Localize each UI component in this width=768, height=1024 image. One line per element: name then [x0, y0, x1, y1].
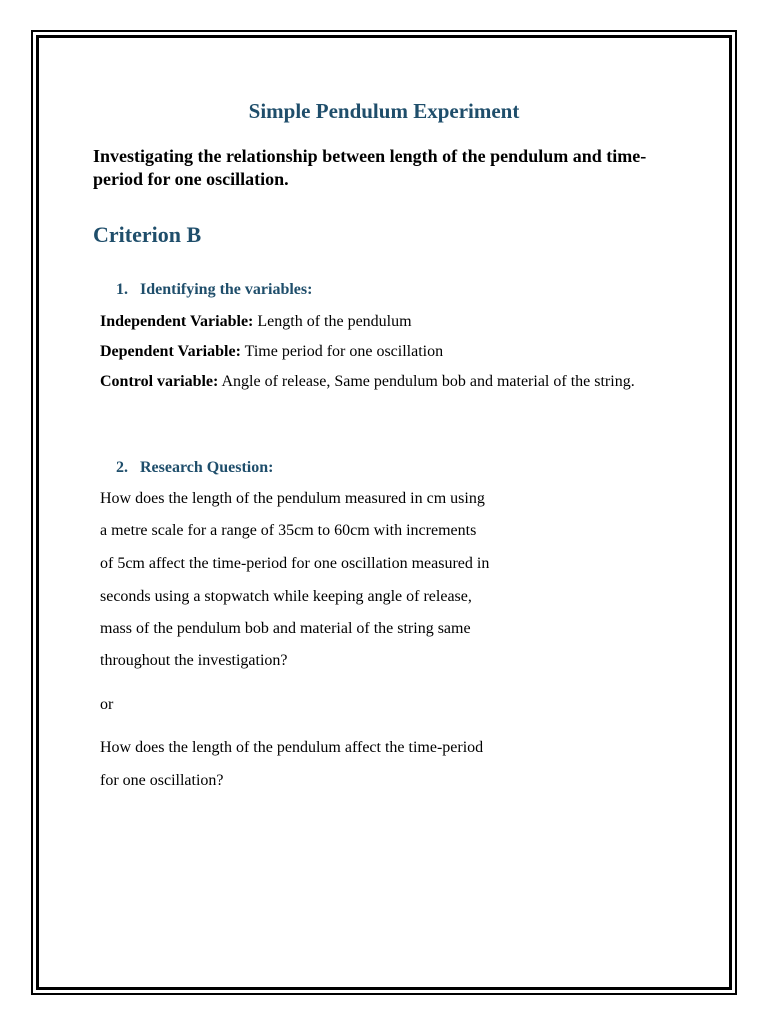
research-question-line: a metre scale for a range of 35cm to 60cm with increments [100, 522, 477, 539]
research-question-line: How does the length of the pendulum measured in cm using [100, 490, 485, 507]
variables-heading [116, 281, 312, 299]
dependent-variable-label: Dependent Variable: [100, 343, 241, 360]
research-question-line: mass of the pendulum bob and material of the string same [100, 620, 471, 637]
dependent-variable-value: Time period for one oscillation [240, 343, 444, 360]
research-question-line: throughout the investigation? [100, 652, 288, 669]
research-question-heading [116, 459, 273, 477]
document-subtitle: Investigating the relationship between length of the pendulum and time-period for one oscillation. [93, 146, 647, 189]
research-question-heading-text: Research Question: [140, 459, 274, 476]
independent-variable [100, 312, 675, 332]
independent-variable-value: Length of the pendulum [253, 313, 412, 330]
research-question-heading-number: 2. [116, 459, 128, 476]
research-question-line: of 5cm affect the time-period for one oscillation measured in [100, 555, 490, 572]
research-question-line: seconds using a stopwatch while keeping angle of release, [100, 588, 472, 605]
or-separator: or [100, 696, 114, 713]
alt-question-line: for one oscillation? [100, 772, 224, 789]
control-variable-label: Control variable: [100, 373, 219, 390]
document-title: Simple Pendulum Experiment [248, 99, 520, 123]
variables-heading-number: 1. [116, 281, 128, 298]
criterion-heading: Criterion B [93, 222, 202, 247]
dependent-variable [100, 342, 675, 362]
alt-question-line: How does the length of the pendulum affect the time-period [100, 739, 484, 756]
control-variable [100, 372, 675, 392]
variables-heading-text: Identifying the variables: [140, 281, 313, 298]
independent-variable-label: Independent Variable: [100, 313, 254, 330]
control-variable-value: Angle of release, Same pendulum bob and material of the string. [218, 373, 635, 390]
